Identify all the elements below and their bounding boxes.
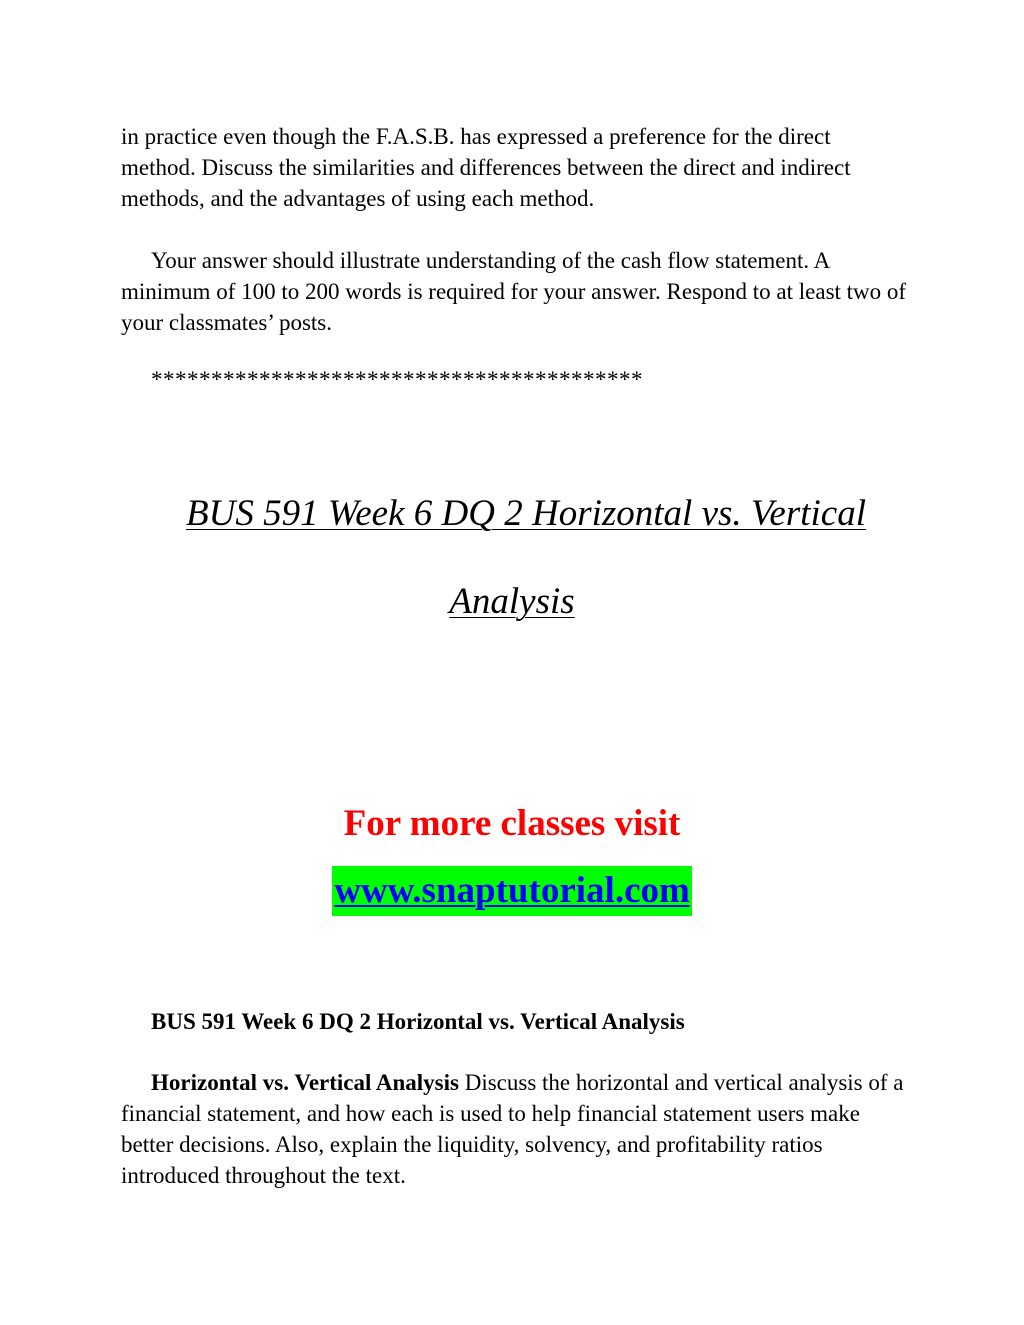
site-link-wrapper	[0, 866, 1024, 916]
separator-line: *****************************************	[151, 367, 643, 392]
description-lead: Horizontal vs. Vertical Analysis	[151, 1070, 459, 1095]
instructions-paragraph: Your answer should illustrate understanding of the cash flow statement. A minimum of 100 to 200 words is required for your answer. Respond to at least two of your classmates’ posts.	[121, 248, 907, 335]
description-paragraph	[121, 1067, 911, 1191]
heading-link-line2[interactable]: Analysis	[449, 581, 575, 622]
promo-text: For more classes visit	[343, 803, 681, 844]
site-link[interactable]: www.snaptutorial.com	[332, 866, 692, 916]
description-text: Discuss the horizontal and vertical analysis of a financial statement, and how each is used to help financial statement users make better decisions. Also, explain the liquidity, solvency, and profitability ratios introduced throughout the text.	[121, 1070, 904, 1188]
heading-link-line1[interactable]: BUS 591 Week 6 DQ 2 Horizontal vs. Vertical	[186, 493, 866, 534]
section-title: BUS 591 Week 6 DQ 2 Horizontal vs. Vertical Analysis	[151, 1009, 685, 1034]
intro-paragraph: in practice even though the F.A.S.B. has expressed a preference for the direct method. Discuss the similarities and differences between the direct and indirect methods, and the advantages of using each method.	[121, 124, 851, 211]
